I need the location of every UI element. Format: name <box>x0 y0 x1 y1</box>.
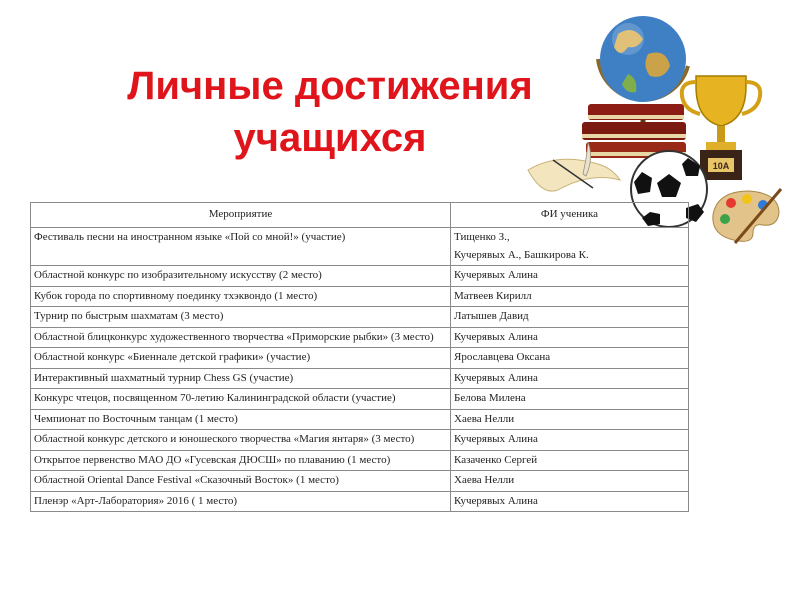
student-name: Латышев Давид <box>454 310 529 322</box>
student-cell <box>451 491 689 512</box>
trophy-plate-text: 10А <box>712 161 730 171</box>
event-cell: Областной Oriental Dance Festival «Сказочный Восток» (1 место) <box>31 471 451 492</box>
student-name: Хаева Нелли <box>454 474 515 486</box>
event-cell: Областной конкурс по изобразительному искусству (2 место) <box>31 266 451 287</box>
table-header-row <box>31 203 689 228</box>
event-cell: Областной конкурс детского и юношеского творчества «Магия янтаря» (3 место) <box>31 430 451 451</box>
table-row <box>31 430 689 451</box>
student-name: Белова Милена <box>454 392 526 404</box>
event-cell: Интерактивный шахматный турнир Chess GS (участие) <box>31 368 451 389</box>
title-line-2: учащихся <box>233 116 427 160</box>
table-row <box>31 368 689 389</box>
event-cell: Конкурс чтецов, посвященном 70-летию Калининградской области (участие) <box>31 389 451 410</box>
table-row <box>31 471 689 492</box>
event-cell: Кубок города по спортивному поединку тхэквондо (1 место) <box>31 286 451 307</box>
student-name: Кучерявых Алина <box>454 269 538 281</box>
table-row <box>31 389 689 410</box>
student-name: Хаева Нелли <box>454 412 515 425</box>
student-cell <box>451 327 689 348</box>
student-name: Кучерявых Алина <box>454 330 538 343</box>
student-cell <box>451 368 689 389</box>
student-name: Казаченко Сергей <box>454 453 538 466</box>
student-name: Матвеев Кирилл <box>454 289 532 302</box>
event-cell: Турнир по быстрым шахматам (3 место) <box>31 307 451 328</box>
table-row <box>31 409 689 430</box>
event-cell: Открытое первенство МАО ДО «Гусевская ДЮСШ» по плаванию (1 место) <box>31 450 451 471</box>
student-cell <box>451 348 689 369</box>
event-cell: Пленэр «Арт-Лаборатория» 2016 ( 1 место) <box>31 491 451 512</box>
table-row <box>31 266 689 287</box>
table-row <box>31 450 689 471</box>
event-cell: Областной блицконкурс художественного творчества «Приморские рыбки» (3 место) <box>31 327 451 348</box>
column-header-event: Мероприятие <box>31 203 451 228</box>
title-line-1: Личные достижения <box>127 64 533 108</box>
student-cell <box>451 430 689 451</box>
table-row <box>31 348 689 369</box>
student-name: Кучерявых Алина <box>454 433 538 445</box>
table-row <box>31 491 689 512</box>
student-cell <box>451 389 689 410</box>
student-cell <box>451 228 689 266</box>
student-name: Кучерявых Алина <box>454 494 538 507</box>
student-cell <box>451 471 689 492</box>
achievements-table <box>30 202 689 512</box>
table-row <box>31 327 689 348</box>
table-row <box>31 286 689 307</box>
student-cell <box>451 286 689 307</box>
palette-icon <box>705 185 785 245</box>
event-cell: Фестиваль песни на иностранном языке «Пой со мной!» (участие) <box>31 228 451 266</box>
student-name: Ярославцева Оксана <box>454 351 551 363</box>
table-body <box>31 228 689 512</box>
student-cell <box>451 266 689 287</box>
student-name: Кучерявых А., Башкирова К. <box>454 248 589 261</box>
student-cell <box>451 409 689 430</box>
column-header-student: ФИ ученика <box>451 203 689 228</box>
scroll-quill-icon <box>518 140 628 200</box>
student-cell <box>451 307 689 328</box>
event-cell: Областной конкурс «Биенналe детской графики» (участие) <box>31 348 451 369</box>
student-cell <box>451 450 689 471</box>
student-name: Тищенко З., <box>454 231 510 243</box>
table-row <box>31 307 689 328</box>
table-row <box>31 228 689 266</box>
event-cell: Чемпионат по Восточным танцам (1 место) <box>31 409 451 430</box>
student-name: Кучерявых Алина <box>454 371 538 384</box>
